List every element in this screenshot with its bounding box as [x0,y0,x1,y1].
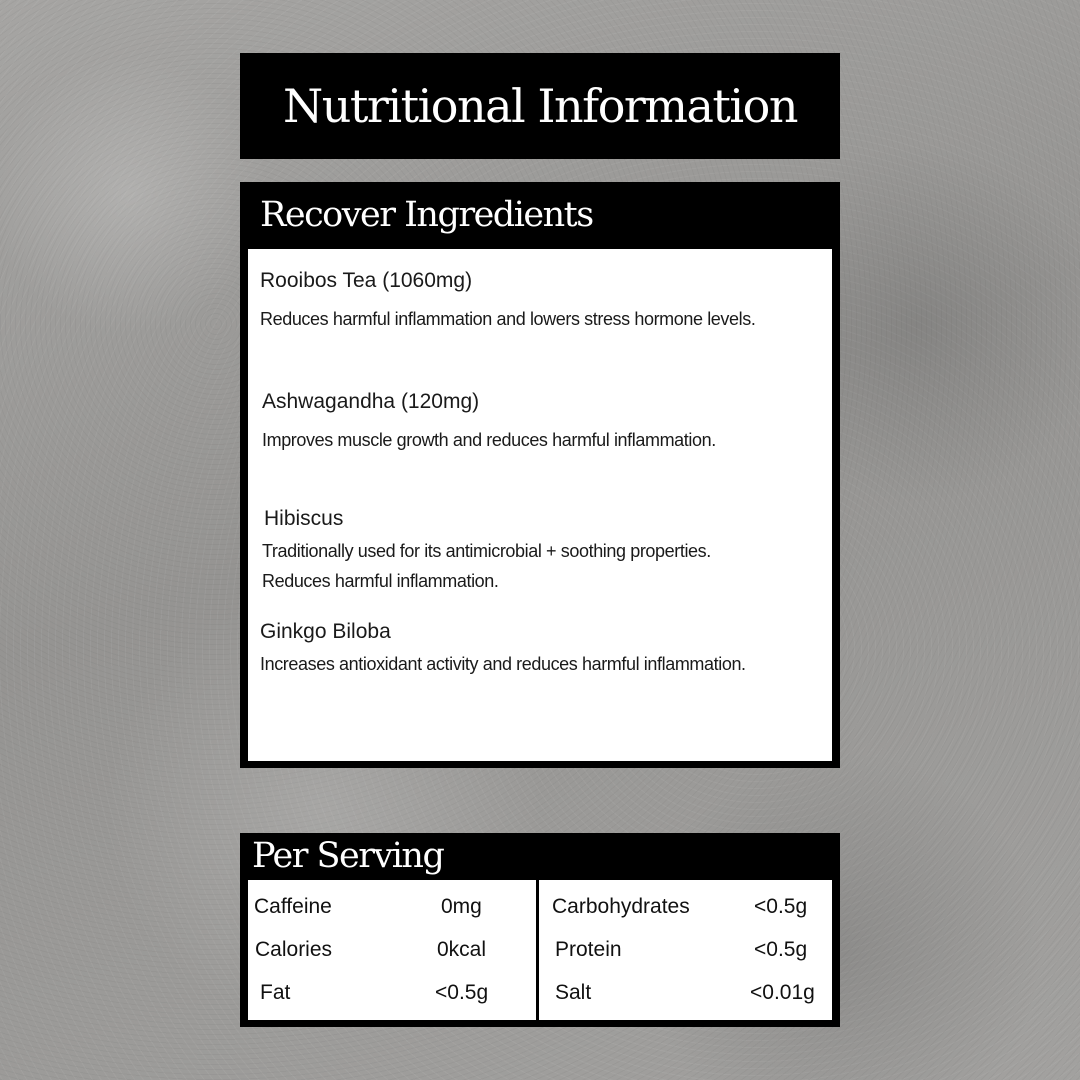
nutrient-label: Protein [555,938,622,961]
ingredient-item [260,268,820,334]
ingredient-item [260,619,760,679]
ingredient-description: Reduces harmful inflammation and lowers stress hormone levels. [260,309,756,329]
nutrition-row [539,895,832,925]
nutrition-row [539,981,832,1011]
nutrient-value: <0.5g [754,938,808,961]
per-serving-panel [240,833,840,1027]
page-title: Nutritional Information [283,79,797,133]
ingredient-name: Hibiscus [264,507,344,530]
title-banner [240,53,840,159]
ingredient-name: Rooibos Tea (1060mg) [260,269,473,292]
nutrition-column-left [248,880,536,1020]
nutrient-label: Salt [555,981,592,1004]
nutrient-label: Caffeine [254,895,332,918]
nutrient-value: 0kcal [437,938,487,961]
ingredient-description: Improves muscle growth and reduces harmful inflammation. [262,430,716,450]
ingredients-heading: Recover Ingredients [260,195,593,235]
nutrient-value: <0.5g [754,895,808,918]
ingredient-description: Traditionally used for its antimicrobial + soothing properties. Reduces harmful inflammation. [262,541,711,591]
per-serving-header [240,833,840,878]
per-serving-heading: Per Serving [252,835,444,876]
ingredient-description: Increases antioxidant activity and reduces harmful inflammation. [260,654,746,674]
nutrient-value: <0.5g [435,981,489,1004]
ingredient-name: Ginkgo Biloba [260,620,391,643]
nutrition-row [248,895,536,925]
nutrition-row [539,938,832,968]
nutrition-row [248,938,536,968]
nutrition-column-right [539,880,832,1020]
nutrient-value: <0.01g [750,981,815,1004]
nutrient-value: 0mg [441,895,482,918]
nutrient-label: Calories [255,938,333,961]
ingredients-list [248,249,832,761]
nutrition-row [248,981,536,1011]
ingredient-name: Ashwagandha (120mg) [262,390,480,413]
ingredients-panel [240,182,840,768]
nutrient-label: Carbohydrates [552,895,690,918]
ingredient-item [262,389,822,455]
ingredients-header [240,182,840,248]
nutrient-label: Fat [260,981,291,1004]
ingredient-item [264,506,734,596]
